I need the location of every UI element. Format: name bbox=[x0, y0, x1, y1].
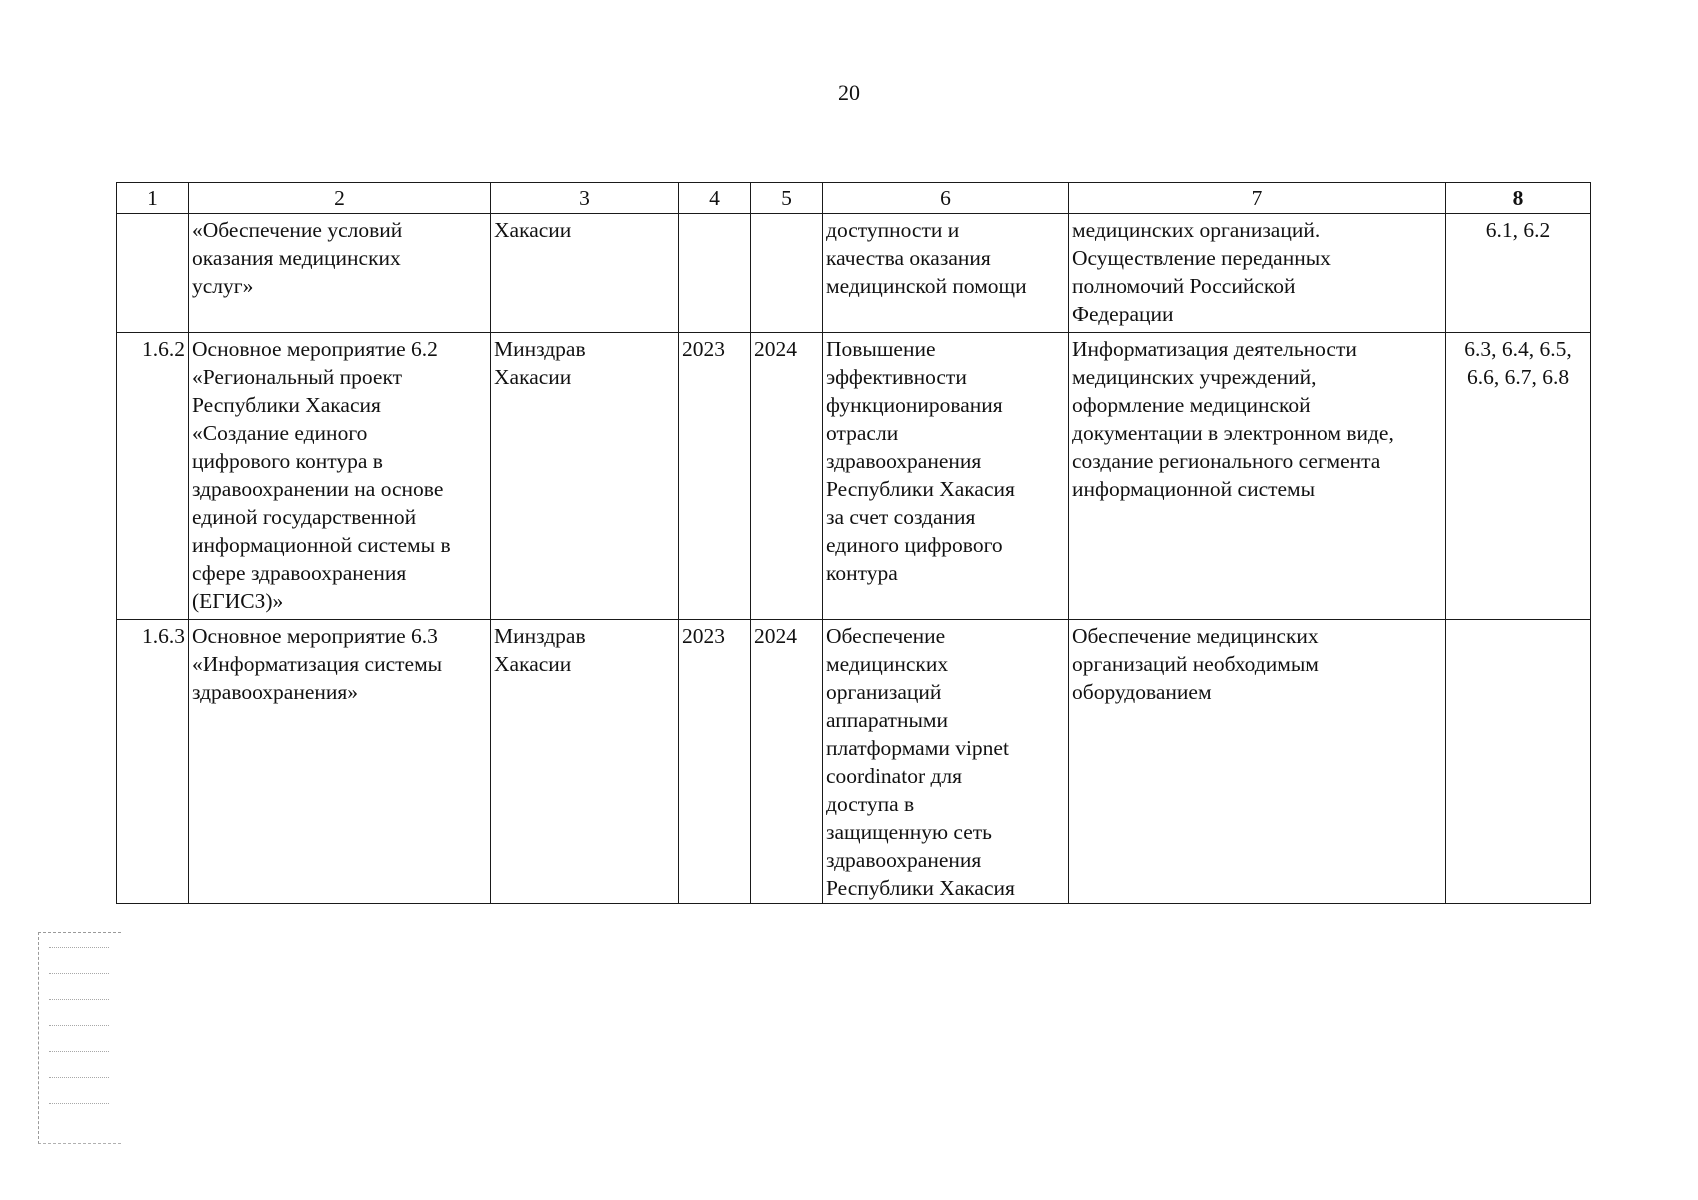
cell-measure-name bbox=[189, 620, 491, 904]
cell-line: оказания медицинских bbox=[192, 246, 401, 270]
cell-line: единой государственной bbox=[192, 505, 417, 529]
cell-number: 1.6.3 bbox=[117, 620, 189, 904]
header-cell-5: 5 bbox=[751, 183, 823, 214]
table-row bbox=[117, 214, 1591, 333]
cell-line: информационной системы bbox=[1072, 477, 1316, 501]
cell-line: документации в электронном виде, bbox=[1072, 421, 1394, 445]
cell-line: услуг» bbox=[192, 274, 254, 298]
cell-line: цифрового контура в bbox=[192, 449, 383, 473]
cell-line: здравоохранении на основе bbox=[192, 477, 444, 501]
header-cell-3: 3 bbox=[491, 183, 679, 214]
cell-line: сфере здравоохранения bbox=[192, 561, 407, 585]
cell-line: защищенную сеть bbox=[826, 820, 992, 844]
page-number: 20 bbox=[838, 80, 860, 105]
cell-line: медицинских bbox=[826, 652, 949, 676]
header-cell-7: 7 bbox=[1069, 183, 1446, 214]
cell-number bbox=[117, 214, 189, 333]
cell-indicators bbox=[1446, 333, 1591, 620]
cell-line: создание регионального сегмента bbox=[1072, 449, 1381, 473]
table-row bbox=[117, 333, 1591, 620]
cell-measure-name bbox=[189, 214, 491, 333]
cell-line: эффективности bbox=[826, 365, 967, 389]
cell-line: «Обеспечение условий bbox=[192, 218, 403, 242]
measures-table bbox=[116, 182, 1591, 904]
cell-line: за счет создания bbox=[826, 505, 976, 529]
table-header-row bbox=[117, 183, 1591, 214]
cell-end-year bbox=[751, 214, 823, 333]
cell-number: 1.6.2 bbox=[117, 333, 189, 620]
cell-line: (ЕГИСЗ)» bbox=[192, 589, 284, 613]
cell-line: 6.6, 6.7, 6.8 bbox=[1466, 365, 1570, 389]
cell-line: Федерации bbox=[1072, 302, 1174, 326]
cell-main-activities bbox=[1069, 333, 1446, 620]
cell-line: Хакасии bbox=[494, 218, 572, 242]
cell-line: Республики Хакасия bbox=[826, 876, 1015, 900]
cell-line: 6.1, 6.2 bbox=[1485, 218, 1551, 242]
cell-expected-result bbox=[823, 620, 1069, 904]
cell-line: Минздрав bbox=[494, 624, 586, 648]
cell-line: функционирования bbox=[826, 393, 1003, 417]
cell-line: единого цифрового bbox=[826, 533, 1003, 557]
table-body bbox=[117, 183, 1591, 904]
cell-line: оформление медицинской bbox=[1072, 393, 1311, 417]
cell-executor bbox=[491, 333, 679, 620]
cell-line: «Создание единого bbox=[192, 421, 368, 445]
cell-line: медицинской помощи bbox=[826, 274, 1027, 298]
cell-line: Республики Хакасия bbox=[192, 393, 381, 417]
cell-line: полномочий Российской bbox=[1072, 274, 1296, 298]
cell-line: Хакасии bbox=[494, 365, 572, 389]
cell-indicators bbox=[1446, 214, 1591, 333]
cell-expected-result bbox=[823, 333, 1069, 620]
cell-line: Хакасии bbox=[494, 652, 572, 676]
cell-line: Обеспечение bbox=[826, 624, 946, 648]
cell-line: 6.3, 6.4, 6.5, bbox=[1464, 337, 1572, 361]
cell-line: здравоохранения bbox=[826, 848, 982, 872]
header-cell-8: 8 bbox=[1446, 183, 1591, 214]
cell-expected-result bbox=[823, 214, 1069, 333]
cell-indicators bbox=[1446, 620, 1591, 904]
cell-line: Минздрав bbox=[494, 337, 586, 361]
cell-executor bbox=[491, 620, 679, 904]
cell-line: доступа в bbox=[826, 792, 915, 816]
cell-line: здравоохранения» bbox=[192, 680, 359, 704]
cell-line: «Информатизация системы bbox=[192, 652, 443, 676]
cell-start-year: 2023 bbox=[679, 333, 751, 620]
cell-line: Повышение bbox=[826, 337, 936, 361]
cell-line: медицинских учреждений, bbox=[1072, 365, 1317, 389]
cell-main-activities bbox=[1069, 214, 1446, 333]
cell-line: платформами vipnet bbox=[826, 736, 1009, 760]
cell-line: Информатизация деятельности bbox=[1072, 337, 1357, 361]
cell-line: аппаратными bbox=[826, 708, 949, 732]
cell-line: Осуществление переданных bbox=[1072, 246, 1331, 270]
cell-start-year: 2023 bbox=[679, 620, 751, 904]
cell-line: организаций bbox=[826, 680, 942, 704]
cell-line: Основное мероприятие 6.3 bbox=[192, 624, 438, 648]
cell-line: доступности и bbox=[826, 218, 960, 242]
cell-line: Обеспечение медицинских bbox=[1072, 624, 1319, 648]
cell-line: качества оказания bbox=[826, 246, 991, 270]
table-row bbox=[117, 620, 1591, 904]
cell-measure-name bbox=[189, 333, 491, 620]
header-cell-2: 2 bbox=[189, 183, 491, 214]
cell-start-year bbox=[679, 214, 751, 333]
header-cell-1: 1 bbox=[117, 183, 189, 214]
cell-end-year: 2024 bbox=[751, 333, 823, 620]
approval-stamp bbox=[38, 932, 121, 1144]
header-cell-6: 6 bbox=[823, 183, 1069, 214]
cell-line: здравоохранения bbox=[826, 449, 982, 473]
cell-executor bbox=[491, 214, 679, 333]
cell-end-year: 2024 bbox=[751, 620, 823, 904]
cell-line: Республики Хакасия bbox=[826, 477, 1015, 501]
cell-line: Основное мероприятие 6.2 bbox=[192, 337, 438, 361]
cell-line: контура bbox=[826, 561, 898, 585]
cell-line: отрасли bbox=[826, 421, 899, 445]
cell-line: оборудованием bbox=[1072, 680, 1212, 704]
cell-line: coordinator для bbox=[826, 764, 963, 788]
cell-line: «Региональный проект bbox=[192, 365, 403, 389]
header-cell-4: 4 bbox=[679, 183, 751, 214]
cell-line: медицинских организаций. bbox=[1072, 218, 1321, 242]
cell-main-activities bbox=[1069, 620, 1446, 904]
cell-line: организаций необходимым bbox=[1072, 652, 1319, 676]
cell-line: информационной системы в bbox=[192, 533, 451, 557]
